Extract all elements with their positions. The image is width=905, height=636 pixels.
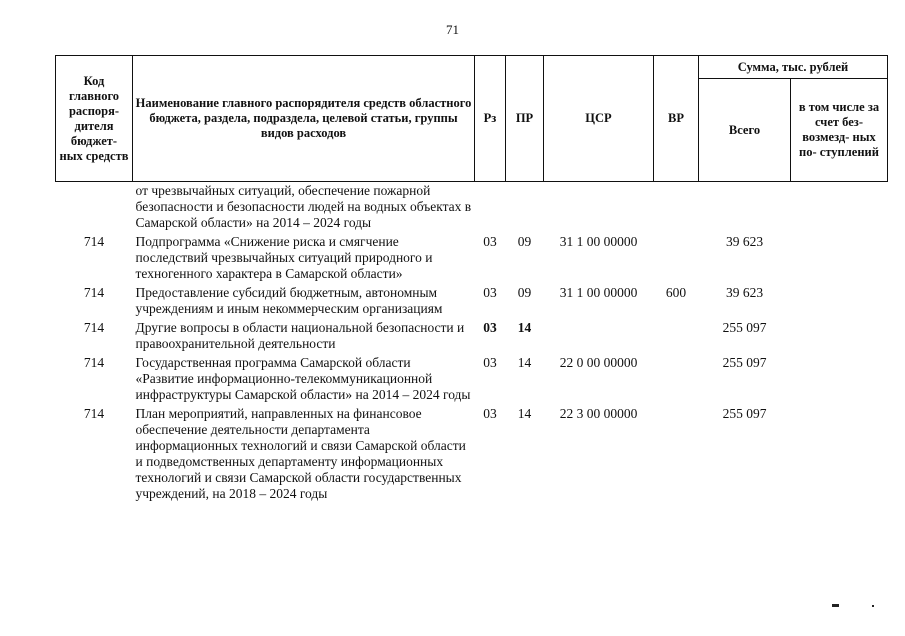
table-row xyxy=(56,182,888,234)
row-vr xyxy=(654,319,699,354)
header-sum-group: Сумма, тыс. рублей xyxy=(699,56,888,79)
row-free-receipts xyxy=(791,405,888,504)
row-free-receipts xyxy=(791,319,888,354)
row-rz: 03 xyxy=(483,285,497,300)
row-rz: 03 xyxy=(483,320,497,335)
row-name: Подпрограмма «Снижение риска и смягчение последствий чрезвычайных ситуаций природного и техногенного характера в Самарской области» xyxy=(135,234,433,281)
row-total: 39 623 xyxy=(725,285,764,300)
row-code: 714 xyxy=(83,320,105,335)
row-rz: 03 xyxy=(483,355,497,370)
row-csr: 22 0 00 00000 xyxy=(559,355,638,370)
table-body xyxy=(56,182,888,505)
row-vr xyxy=(654,233,699,284)
row-csr xyxy=(544,182,654,234)
row-free-receipts xyxy=(791,284,888,319)
row-total xyxy=(699,182,791,234)
row-csr xyxy=(544,319,654,354)
row-csr: 31 1 00 00000 xyxy=(559,234,638,249)
table-row xyxy=(56,233,888,284)
row-pr: 09 xyxy=(517,234,532,249)
row-pr: 09 xyxy=(517,285,532,300)
page-number: 71 xyxy=(446,22,459,37)
table-row xyxy=(56,319,888,354)
row-free-receipts xyxy=(791,182,888,234)
row-pr: 14 xyxy=(517,406,532,421)
budget-table xyxy=(55,55,888,504)
row-code: 714 xyxy=(83,234,105,249)
row-pr xyxy=(506,182,544,234)
row-vr xyxy=(654,405,699,504)
row-name: Другие вопросы в области национальной безопасности и правоохранительной деятельности xyxy=(135,320,465,351)
header-free-receipts: в том числе за счет без- возмезд- ных по- ступлений xyxy=(791,79,888,182)
table-row xyxy=(56,354,888,405)
row-total: 39 623 xyxy=(725,234,764,249)
row-name: Предоставление субсидий бюджетным, автономным учреждениям и иным некоммерческим организациям xyxy=(135,285,443,316)
row-code: 714 xyxy=(83,355,105,370)
header-csr: ЦСР xyxy=(544,56,654,182)
row-total: 255 097 xyxy=(722,406,767,421)
row-pr: 14 xyxy=(517,320,532,335)
row-free-receipts xyxy=(791,354,888,405)
row-vr xyxy=(654,182,699,234)
table-row xyxy=(56,284,888,319)
row-vr xyxy=(654,354,699,405)
row-vr: 600 xyxy=(665,285,687,300)
row-name: от чрезвычайных ситуаций, обеспечение пожарной безопасности и безопасности людей на водных объектах в Самарской области» на 2014 – 2024 годы xyxy=(135,183,472,230)
table-row xyxy=(56,405,888,504)
scan-speck xyxy=(832,604,839,607)
scan-speck xyxy=(872,605,874,607)
header-code: Код главного распоря- дителя бюджет- ных средств xyxy=(56,56,133,182)
row-name: План мероприятий, направленных на финансовое обеспечение деятельности департамента информационных технологий и связи Самарской области и подведомственных департаменту информационных технологий и связи Самарской области государственных учреждений, на 2018 – 2024 годы xyxy=(135,406,466,501)
row-rz: 03 xyxy=(483,406,497,421)
row-csr: 31 1 00 00000 xyxy=(559,285,638,300)
header-vr: ВР xyxy=(654,56,699,182)
row-pr: 14 xyxy=(517,355,532,370)
header-total: Всего xyxy=(699,79,791,182)
row-rz xyxy=(475,182,506,234)
header-rz: Рз xyxy=(475,56,506,182)
row-code: 714 xyxy=(83,285,105,300)
row-name: Государственная программа Самарской области «Развитие информационно-телекоммуникационной инфраструктуры Самарской области» на 2014 – 2024 годы xyxy=(135,355,471,402)
row-free-receipts xyxy=(791,233,888,284)
row-code xyxy=(56,182,133,234)
row-total: 255 097 xyxy=(722,320,767,335)
row-rz: 03 xyxy=(483,234,497,249)
header-pr: ПР xyxy=(506,56,544,182)
row-code: 714 xyxy=(83,406,105,421)
header-name: Наименование главного распорядителя средств областного бюджета, раздела, подраздела, целевой статьи, группы видов расходов xyxy=(133,56,475,182)
row-csr: 22 3 00 00000 xyxy=(559,406,638,421)
row-total: 255 097 xyxy=(722,355,767,370)
